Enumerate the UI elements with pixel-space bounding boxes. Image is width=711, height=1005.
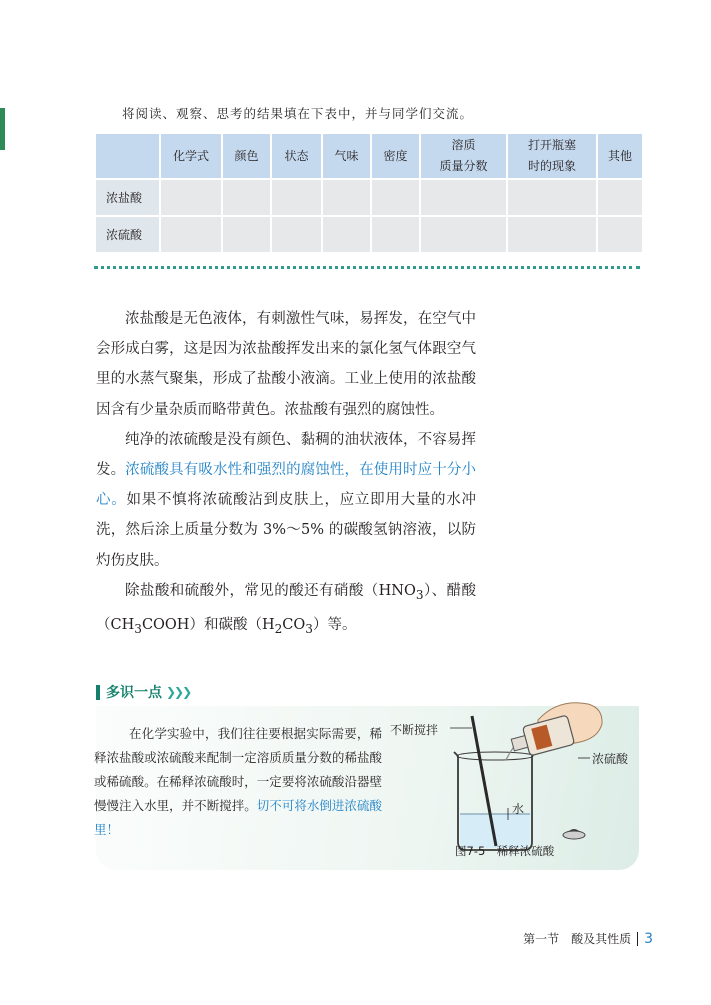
table-cell xyxy=(323,180,370,215)
table-header-cell: 密度 xyxy=(372,134,419,178)
info-paragraph xyxy=(94,722,382,842)
table-header-cell: 溶质 质量分数 xyxy=(421,134,506,178)
table-instruction: 将阅读、观察、思考的结果填在下表中，并与同学们交流。 xyxy=(122,106,474,121)
info-box-title-text: 多识一点 xyxy=(106,685,162,701)
table-header-cell: 其他 xyxy=(598,134,642,178)
figure-caption: 图7-5 稀释浓硫酸 xyxy=(455,844,555,858)
table-cell xyxy=(223,180,270,215)
table-header-cell: 状态 xyxy=(272,134,321,178)
stopper-base xyxy=(563,831,585,839)
subscript: 3 xyxy=(305,621,313,636)
label-sulfuric-acid: 浓硫酸 xyxy=(592,752,629,766)
table-header-row xyxy=(96,134,642,178)
table-cell xyxy=(272,217,321,252)
paragraph-sulfuric-acid xyxy=(96,425,476,576)
table-cell xyxy=(421,217,506,252)
text-segment: CO xyxy=(282,616,306,633)
observation-table xyxy=(94,132,644,254)
table-cell xyxy=(272,180,321,215)
table-header-cell xyxy=(96,134,159,178)
table-row xyxy=(96,217,642,252)
text-segment: COOH）和碳酸（H xyxy=(141,616,275,633)
chevron-right-icon: ❯❯❯ xyxy=(166,685,191,699)
title-bar-marker xyxy=(96,685,100,700)
table-header-cell: 化学式 xyxy=(161,134,221,178)
table-cell xyxy=(372,180,419,215)
table-cell xyxy=(372,217,419,252)
text-segment: 纯净的浓硫酸是没有颜色、黏稠的油状液体，不容易挥发。 xyxy=(96,431,476,479)
table-cell xyxy=(598,217,642,252)
table-header-cell: 颜色 xyxy=(223,134,270,178)
beaker-rim xyxy=(457,752,533,760)
table-cell xyxy=(161,180,221,215)
page-edge-marker xyxy=(0,108,5,150)
text-segment: 如果不慎将浓硫酸沾到皮肤上，应立即用大量的水冲洗，然后涂上质量分数为 3%～5% 的碳酸氢钠溶液，以防灼伤皮肤。 xyxy=(96,492,477,569)
dotted-divider xyxy=(94,266,640,269)
highlighted-warning: 浓硫酸具有吸水性和强烈的腐蚀性，在使用时应十分小心。 xyxy=(96,462,477,509)
row-label: 浓盐酸 xyxy=(96,180,159,215)
section-title: 第一节 酸及其性质 xyxy=(523,932,632,946)
info-box-text xyxy=(94,722,382,842)
label-stirring: 不断搅拌 xyxy=(390,723,439,737)
text-segment: ）等。 xyxy=(312,616,357,633)
text-segment: ）、醋酸（CH xyxy=(96,582,477,633)
paragraph-hydrochloric-acid: 浓盐酸是无色液体，有刺激性气味，易挥发，在空气中会形成白雾，这是因为浓盐酸挥发出来的氯化氢气体跟空气里的水蒸气聚集，形成了盐酸小液滴。工业上使用的浓盐酸因含有少量杂质而略带黄色。浓盐酸有强烈的腐蚀性。 xyxy=(96,311,476,418)
page-footer xyxy=(523,930,653,947)
table-cell xyxy=(323,217,370,252)
table-header-cell: 打开瓶塞 时的现象 xyxy=(508,134,596,178)
highlighted-warning: 切不可将水倒进浓硫酸里！ xyxy=(94,798,382,837)
table-cell xyxy=(508,217,596,252)
subscript: 3 xyxy=(415,587,424,602)
label-water: 水 xyxy=(512,802,525,816)
table-header-cell: 气味 xyxy=(323,134,370,178)
table-cell xyxy=(421,180,506,215)
main-text xyxy=(96,304,476,644)
table-cell xyxy=(223,217,270,252)
table-row xyxy=(96,180,642,215)
paragraph-other-acids xyxy=(96,576,476,644)
footer-divider xyxy=(637,932,638,946)
page-number: 3 xyxy=(644,930,653,947)
text-segment: 在化学实验中，我们往往要根据实际需要，稀释浓盐酸或浓硫酸来配制一定溶质质量分数的稀盐酸或稀硫酸。在稀释浓硫酸时，一定要将浓硫酸沿器壁慢慢注入水里，并不断搅拌。 xyxy=(94,726,382,813)
subscript: 2 xyxy=(274,621,283,636)
table-cell xyxy=(508,180,596,215)
beaker-illustration xyxy=(388,690,638,860)
table-cell xyxy=(161,217,221,252)
row-label: 浓硫酸 xyxy=(96,217,159,252)
dilution-figure xyxy=(388,690,638,860)
table-cell xyxy=(598,180,642,215)
subscript: 3 xyxy=(134,621,142,636)
info-box-title xyxy=(96,682,190,702)
text-segment: 除盐酸和硫酸外，常见的酸还有硝酸（HNO xyxy=(125,582,416,599)
